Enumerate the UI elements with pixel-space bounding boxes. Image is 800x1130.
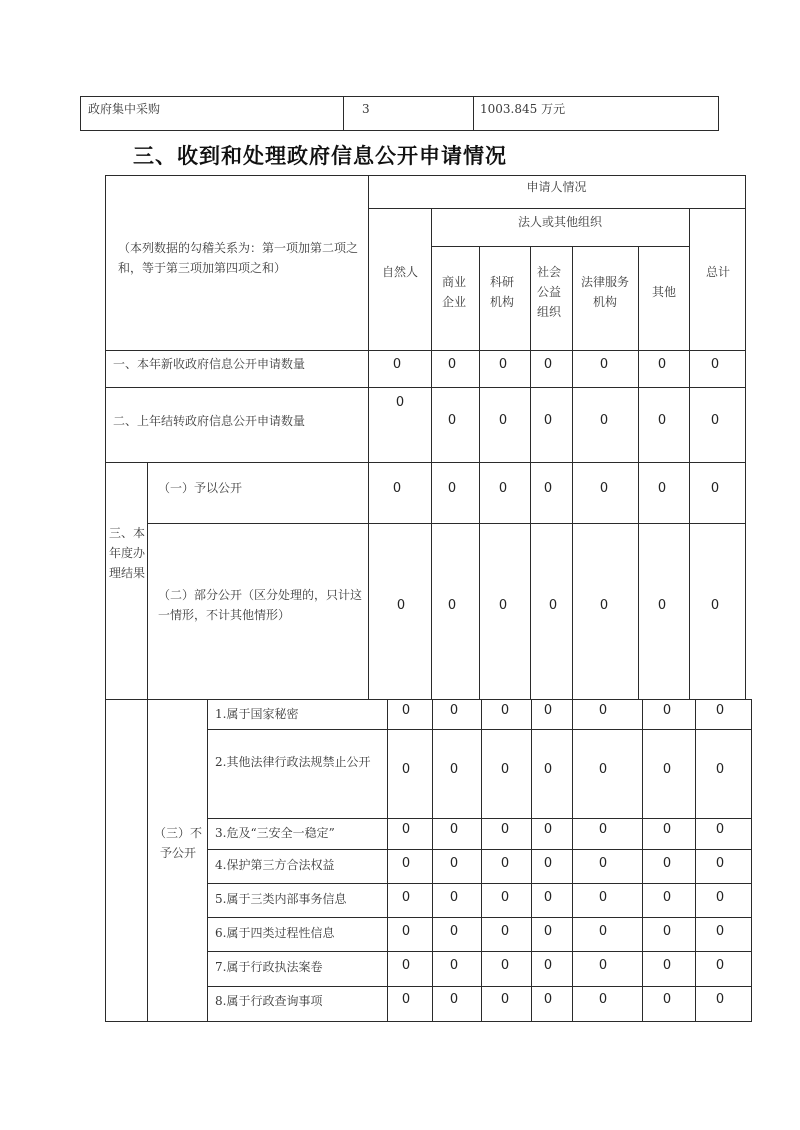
cell-carryover-col-2: 0 <box>447 413 457 428</box>
not-disclosed-reason-4: 4.保护第三方合法权益 <box>215 858 335 872</box>
top-row-border-right <box>718 96 719 131</box>
cell-nd-1-col-2: 0 <box>449 703 459 718</box>
top-row-item: 政府集中采购 <box>88 102 161 116</box>
grid-line-row1-bottom <box>105 387 746 388</box>
grid-line-business-right <box>479 246 480 700</box>
cell-nd-8-col-2: 0 <box>449 992 459 1007</box>
cell-nd-6-col-4: 0 <box>543 924 553 939</box>
cell-nd-2-col-6: 0 <box>662 762 672 777</box>
cell-nd-5-col-6: 0 <box>662 890 672 905</box>
grid-line-nd-c7 <box>695 699 696 1022</box>
row-label-new: 一、本年新收政府信息公开申请数量 <box>113 357 306 371</box>
not-disclosed-reason-8: 8.属于行政查询事项 <box>215 994 323 1008</box>
header-total: 总计 <box>705 265 730 279</box>
not-disclosed-reason-5: 5.属于三类内部事务信息 <box>215 892 347 906</box>
cell-nd-6-col-1: 0 <box>401 924 411 939</box>
grid-line-result1-bottom <box>147 523 746 524</box>
cell-nd-2-col-1: 0 <box>401 762 411 777</box>
cell-nd-3-col-7: 0 <box>715 822 725 837</box>
cell-nd-3-col-3: 0 <box>500 822 510 837</box>
cell-nd-8-col-1: 0 <box>401 992 411 1007</box>
cell-nd-4-col-7: 0 <box>715 856 725 871</box>
grid-line-result-group <box>147 462 148 700</box>
top-row-count: 3 <box>362 102 370 116</box>
cell-nd-1-col-6: 0 <box>662 703 672 718</box>
grid-line-bottom <box>105 1021 752 1022</box>
cell-nd-6-col-3: 0 <box>500 924 510 939</box>
grid-line-sub-7 <box>207 986 752 987</box>
cell-disclosed-col-5: 0 <box>599 481 609 496</box>
grid-line-sub-6 <box>207 951 752 952</box>
cell-disclosed-col-2: 0 <box>447 481 457 496</box>
row-group-not-disclosed: （三）不予公开 <box>153 826 202 860</box>
top-row-divider-1 <box>343 96 344 131</box>
cell-new-col-7: 0 <box>710 357 720 372</box>
cell-nd-6-col-7: 0 <box>715 924 725 939</box>
cell-nd-4-col-6: 0 <box>662 856 672 871</box>
cell-nd-8-col-7: 0 <box>715 992 725 1007</box>
grid-line-top <box>105 175 746 176</box>
grid-line-sub-4 <box>207 883 752 884</box>
cell-nd-7-col-5: 0 <box>598 958 608 973</box>
cell-nd-7-col-3: 0 <box>500 958 510 973</box>
cell-carryover-col-1: 0 <box>395 395 405 410</box>
header-social: 社会公益组织 <box>536 265 561 319</box>
cell-nd-7-col-6: 0 <box>662 958 672 973</box>
row-group-results: 三、本年度办理结果 <box>108 526 145 580</box>
cell-carryover-col-7: 0 <box>710 413 720 428</box>
grid-line-nd-sub <box>207 699 208 1022</box>
cell-nd-6-col-2: 0 <box>449 924 459 939</box>
cell-nd-4-col-5: 0 <box>598 856 608 871</box>
grid-line-sub-5 <box>207 917 752 918</box>
cell-new-col-6: 0 <box>657 357 667 372</box>
cell-nd-5-col-2: 0 <box>449 890 459 905</box>
not-disclosed-reason-2: 2.其他法律行政法规禁止公开 <box>215 755 371 769</box>
cell-disclosed-col-6: 0 <box>657 481 667 496</box>
cell-carryover-col-5: 0 <box>599 413 609 428</box>
cell-partial-col-4: 0 <box>548 598 558 613</box>
cell-disclosed-col-3: 0 <box>498 481 508 496</box>
cell-nd-3-col-1: 0 <box>401 822 411 837</box>
section-title: 三、收到和处理政府信息公开申请情况 <box>133 144 507 168</box>
cell-nd-8-col-5: 0 <box>598 992 608 1007</box>
cell-partial-col-7: 0 <box>710 598 720 613</box>
cell-new-col-2: 0 <box>447 357 457 372</box>
cell-nd-7-col-7: 0 <box>715 958 725 973</box>
cell-new-col-4: 0 <box>543 357 553 372</box>
cell-nd-3-col-2: 0 <box>449 822 459 837</box>
grid-line-nd-c5 <box>572 699 573 1022</box>
header-research: 科研机构 <box>489 275 514 309</box>
cell-partial-col-6: 0 <box>657 598 667 613</box>
grid-line-natural-left <box>368 175 369 700</box>
cell-partial-col-5: 0 <box>599 598 609 613</box>
grid-line-nd-c3 <box>481 699 482 1022</box>
cell-nd-3-col-4: 0 <box>543 822 553 837</box>
cell-disclosed-col-4: 0 <box>543 481 553 496</box>
cell-nd-7-col-4: 0 <box>543 958 553 973</box>
cell-nd-7-col-2: 0 <box>449 958 459 973</box>
header-legal-service: 法律服务机构 <box>580 275 629 309</box>
grid-line-legalsvc-right <box>638 246 639 700</box>
top-row-divider-2 <box>473 96 474 131</box>
cell-nd-2-col-3: 0 <box>500 762 510 777</box>
cell-nd-2-col-4: 0 <box>543 762 553 777</box>
grid-line-sub-3 <box>207 849 752 850</box>
header-natural-person: 自然人 <box>381 265 418 279</box>
grid-line-right-lower <box>751 699 752 1022</box>
cell-nd-4-col-3: 0 <box>500 856 510 871</box>
cell-nd-6-col-6: 0 <box>662 924 672 939</box>
grid-line-nd-group <box>147 699 148 1022</box>
cell-nd-1-col-3: 0 <box>500 703 510 718</box>
cell-partial-col-2: 0 <box>447 598 457 613</box>
grid-line-row2-bottom <box>105 462 746 463</box>
grid-line-nd-c6 <box>642 699 643 1022</box>
not-disclosed-reason-3: 3.危及“三安全一稳定” <box>215 826 335 840</box>
cell-nd-7-col-1: 0 <box>401 958 411 973</box>
cell-nd-4-col-1: 0 <box>401 856 411 871</box>
grid-line-research-right <box>530 246 531 700</box>
cell-nd-2-col-7: 0 <box>715 762 725 777</box>
cell-nd-4-col-4: 0 <box>543 856 553 871</box>
grid-line-other-right <box>689 208 690 700</box>
cell-nd-1-col-5: 0 <box>598 703 608 718</box>
grid-line-sub-2 <box>207 818 752 819</box>
cell-nd-3-col-6: 0 <box>662 822 672 837</box>
header-legal-group: 法人或其他组织 <box>517 215 602 229</box>
cell-partial-col-3: 0 <box>498 598 508 613</box>
grid-line-nd-c2 <box>432 699 433 1022</box>
top-row-border-top <box>80 96 719 97</box>
grid-line-header-bottom <box>105 350 746 351</box>
cell-nd-5-col-7: 0 <box>715 890 725 905</box>
cell-new-col-5: 0 <box>599 357 609 372</box>
cell-nd-5-col-5: 0 <box>598 890 608 905</box>
header-note: （本列数据的勾稽关系为：第一项加第二项之和，等于第三项加第四项之和） <box>118 241 359 275</box>
cell-nd-5-col-4: 0 <box>543 890 553 905</box>
cell-partial-col-1: 0 <box>396 598 406 613</box>
grid-line-right-upper <box>745 175 746 700</box>
top-row-border-bottom <box>80 130 719 131</box>
row-label-disclosed: （一）予以公开 <box>158 481 243 495</box>
cell-disclosed-col-1: 0 <box>392 481 402 496</box>
top-row-amount: 1003.845 万元 <box>480 102 566 116</box>
header-business: 商业企业 <box>441 275 466 309</box>
header-applicant: 申请人情况 <box>526 180 587 194</box>
grid-line-legal-left <box>431 208 432 700</box>
grid-line-social-right <box>572 246 573 700</box>
cell-nd-1-col-1: 0 <box>401 703 411 718</box>
cell-nd-3-col-5: 0 <box>598 822 608 837</box>
cell-nd-2-col-2: 0 <box>449 762 459 777</box>
cell-nd-8-col-6: 0 <box>662 992 672 1007</box>
cell-nd-8-col-3: 0 <box>500 992 510 1007</box>
grid-line-result2-bottom <box>105 699 752 700</box>
cell-carryover-col-4: 0 <box>543 413 553 428</box>
not-disclosed-reason-6: 6.属于四类过程性信息 <box>215 926 335 940</box>
cell-nd-4-col-2: 0 <box>449 856 459 871</box>
top-row-border-left <box>80 96 81 131</box>
row-label-partial: （二）部分公开（区分处理的，只计这一情形，不计其他情形） <box>158 588 363 622</box>
cell-nd-8-col-4: 0 <box>543 992 553 1007</box>
cell-new-col-1: 0 <box>392 357 402 372</box>
cell-nd-5-col-3: 0 <box>500 890 510 905</box>
not-disclosed-reason-1: 1.属于国家秘密 <box>215 707 299 721</box>
cell-nd-5-col-1: 0 <box>401 890 411 905</box>
cell-carryover-col-3: 0 <box>498 413 508 428</box>
row-label-carryover: 二、上年结转政府信息公开申请数量 <box>113 414 306 428</box>
grid-line-legal-group-bottom <box>431 246 690 247</box>
cell-nd-1-col-4: 0 <box>543 703 553 718</box>
cell-nd-2-col-5: 0 <box>598 762 608 777</box>
cell-disclosed-col-7: 0 <box>710 481 720 496</box>
cell-nd-6-col-5: 0 <box>598 924 608 939</box>
cell-carryover-col-6: 0 <box>657 413 667 428</box>
cell-new-col-3: 0 <box>498 357 508 372</box>
grid-line-sub-1 <box>207 729 752 730</box>
cell-nd-1-col-7: 0 <box>715 703 725 718</box>
not-disclosed-reason-7: 7.属于行政执法案卷 <box>215 960 323 974</box>
header-other: 其他 <box>651 285 676 299</box>
grid-line-left <box>105 175 106 1022</box>
